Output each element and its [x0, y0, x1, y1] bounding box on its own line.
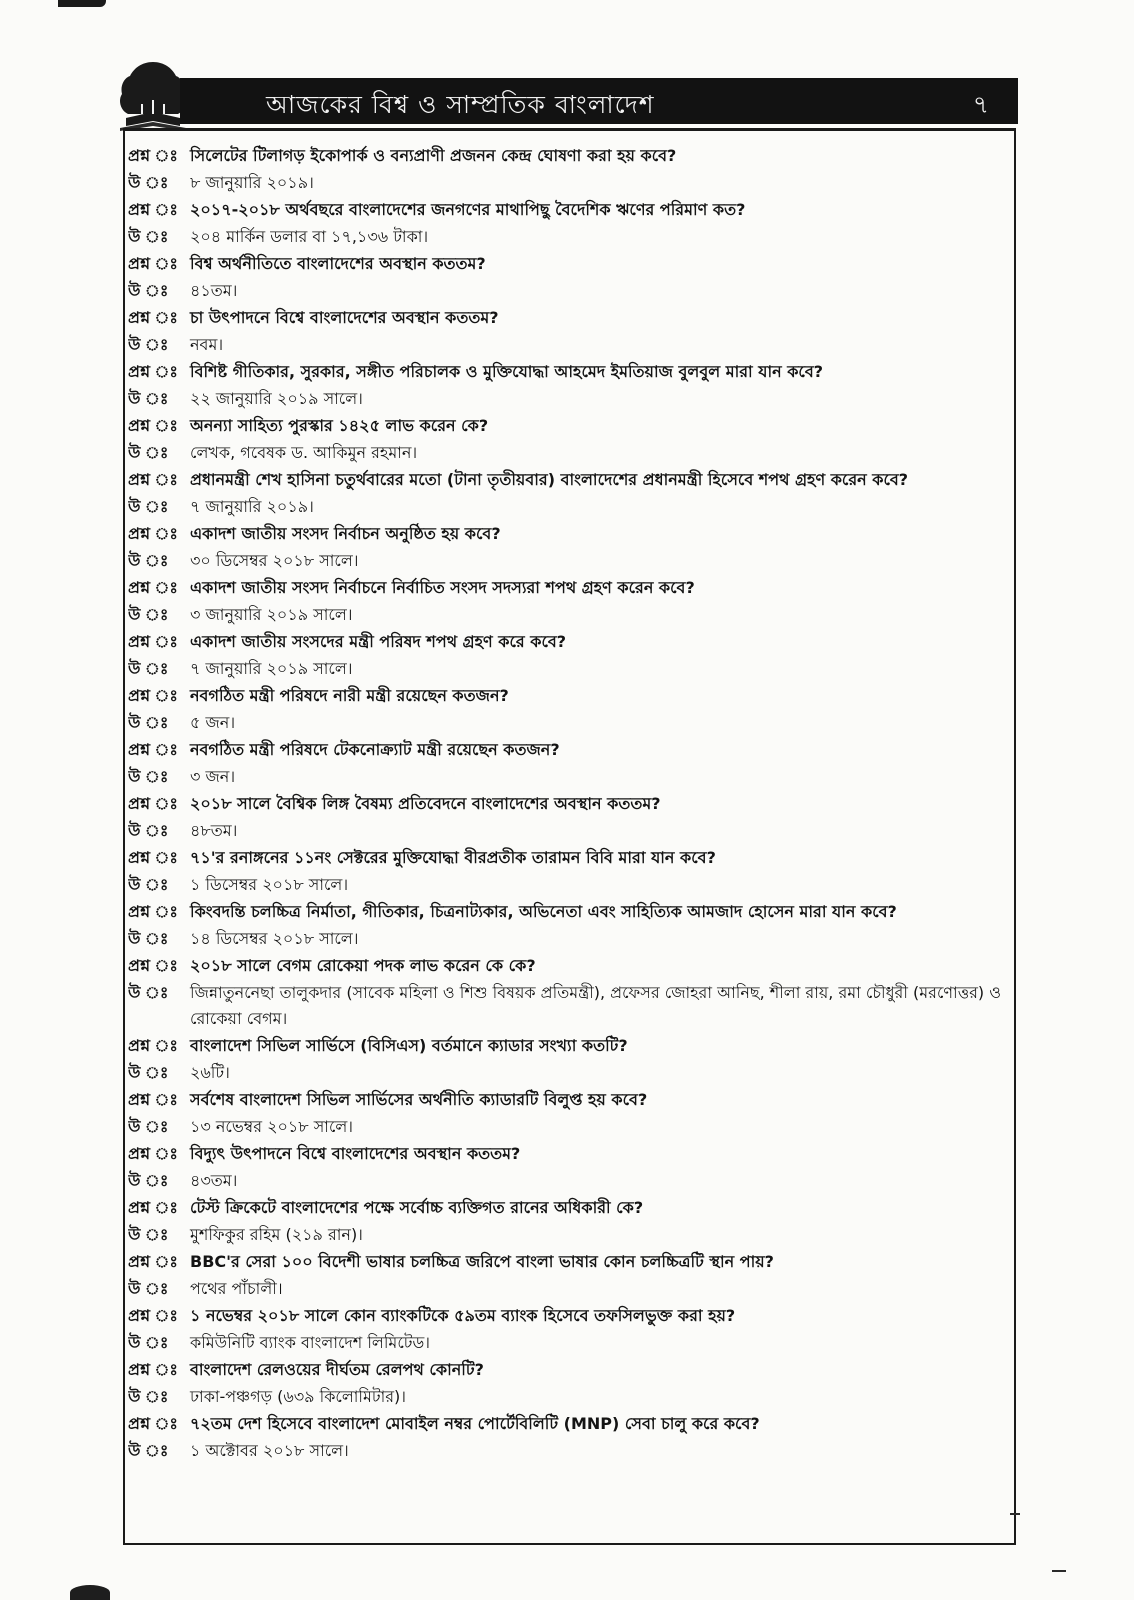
answer-row [128, 548, 1006, 574]
answer-text: ১৪ ডিসেম্বর ২০১৮ সালে। [190, 929, 359, 948]
question-row [128, 521, 1006, 547]
answer-row [128, 494, 1006, 520]
answer-row [128, 1168, 1006, 1194]
question-marker: প্রশ্ন ঃ [128, 740, 178, 759]
question-text: ২০১৭-২০১৮ অর্থবছরে বাংলাদেশের জনগণের মাথাপিছু বৈদেশিক ঋণের পরিমাণ কত? [190, 200, 746, 219]
answer-marker: উ ঃ [128, 821, 169, 840]
question-text: সর্বশেষ বাংলাদেশ সিভিল সার্ভিসের অর্থনীতি ক্যাডারটি বিলুপ্ত হয় কবে? [190, 1090, 648, 1109]
answer-row [128, 710, 1006, 736]
answer-text: ৭ জানুয়ারি ২০১৯ সালে। [190, 659, 353, 678]
answer-marker: উ ঃ [128, 1441, 169, 1460]
answer-marker: উ ঃ [128, 1225, 169, 1244]
question-row [128, 899, 1006, 925]
question-marker: প্রশ্ন ঃ [128, 956, 178, 975]
answer-text: ৩০ ডিসেম্বর ২০১৮ সালে। [190, 551, 359, 570]
answer-marker: উ ঃ [128, 1117, 169, 1136]
answer-row [128, 1330, 1006, 1356]
running-header [180, 78, 1018, 124]
question-text: ২০১৮ সালে বেগম রোকেয়া পদক লাভ করেন কে কে? [190, 956, 536, 975]
question-marker: প্রশ্ন ঃ [128, 308, 178, 327]
answer-row [128, 980, 1006, 1032]
question-row [128, 737, 1006, 763]
answer-row [128, 872, 1006, 898]
question-text: BBC'র সেরা ১০০ বিদেশী ভাষার চলচ্চিত্র জরিপে বাংলা ভাষার কোন চলচ্চিত্রটি স্থান পায়? [190, 1252, 774, 1271]
question-marker: প্রশ্ন ঃ [128, 146, 178, 165]
question-marker: প্রশ্ন ঃ [128, 794, 178, 813]
question-row [128, 1303, 1006, 1329]
answer-text: ১ অক্টোবর ২০১৮ সালে। [190, 1441, 349, 1460]
question-text: ১ নভেম্বর ২০১৮ সালে কোন ব্যাংকটিকে ৫৯তম ব্যাংক হিসেবে তফসিলভুক্ত করা হয়? [190, 1306, 736, 1325]
answer-row [128, 224, 1006, 250]
answer-marker: উ ঃ [128, 1333, 169, 1352]
question-row [128, 845, 1006, 871]
question-marker: প্রশ্ন ঃ [128, 1414, 178, 1433]
answer-text: ৫ জন। [190, 713, 236, 732]
question-text: নবগঠিত মন্ত্রী পরিষদে টেকনোক্র্যাট মন্ত্রী রয়েছেন কতজন? [190, 740, 560, 759]
answer-row [128, 1114, 1006, 1140]
question-marker: প্রশ্ন ঃ [128, 902, 178, 921]
answer-text: ৪৩তম। [190, 1171, 238, 1190]
answer-marker: উ ঃ [128, 1171, 169, 1190]
qa-list [128, 143, 1006, 1464]
answer-marker: উ ঃ [128, 983, 169, 1002]
answer-marker: উ ঃ [128, 1387, 169, 1406]
answer-marker: উ ঃ [128, 1279, 169, 1298]
scan-artifact-top [58, 0, 106, 7]
page-number: ৭ [972, 90, 990, 119]
question-marker: প্রশ্ন ঃ [128, 524, 178, 543]
question-row [128, 953, 1006, 979]
answer-row [128, 170, 1006, 196]
answer-marker: উ ঃ [128, 551, 169, 570]
question-row [128, 1195, 1006, 1221]
question-text: কিংবদন্তি চলচ্চিত্র নির্মাতা, গীতিকার, চিত্রনাট্যকার, অভিনেতা এবং সাহিত্যিক আমজাদ হোসেন মারা যান কবে? [190, 902, 897, 921]
answer-row [128, 1222, 1006, 1248]
question-marker: প্রশ্ন ঃ [128, 632, 178, 651]
answer-row [128, 440, 1006, 466]
question-marker: প্রশ্ন ঃ [128, 1198, 178, 1217]
question-marker: প্রশ্ন ঃ [128, 1306, 178, 1325]
question-text: বাংলাদেশ সিভিল সার্ভিসে (বিসিএস) বর্তমানে ক্যাডার সংখ্যা কতটি? [190, 1036, 628, 1055]
answer-row [128, 1276, 1006, 1302]
answer-text: ৭ জানুয়ারি ২০১৯। [190, 497, 314, 516]
question-text: বিশিষ্ট গীতিকার, সুরকার, সঙ্গীত পরিচালক ও মুক্তিযোদ্ধা আহমেদ ইমতিয়াজ বুলবুল মারা যান কবে? [190, 362, 824, 381]
answer-marker: উ ঃ [128, 767, 169, 786]
answer-row [128, 332, 1006, 358]
question-row [128, 197, 1006, 223]
answer-row [128, 656, 1006, 682]
question-row [128, 791, 1006, 817]
question-marker: প্রশ্ন ঃ [128, 362, 178, 381]
answer-text: ২২ জানুয়ারি ২০১৯ সালে। [190, 389, 363, 408]
answer-text: জিন্নাতুননেছা তালুকদার (সাবেক মহিলা ও শিশু বিষয়ক প্রতিমন্ত্রী), প্রফেসর জোহরা আনিছ, শীলা রায়, রমা চৌধুরী (মরণোত্তর) ও রোকেয়া বেগম। [190, 983, 1002, 1028]
question-row [128, 251, 1006, 277]
question-row [128, 683, 1006, 709]
question-row [128, 143, 1006, 169]
answer-row [128, 764, 1006, 790]
question-marker: প্রশ্ন ঃ [128, 1144, 178, 1163]
question-text: ২০১৮ সালে বৈশ্বিক লিঙ্গ বৈষম্য প্রতিবেদনে বাংলাদেশের অবস্থান কততম? [190, 794, 661, 813]
question-marker: প্রশ্ন ঃ [128, 1360, 178, 1379]
answer-marker: উ ঃ [128, 443, 169, 462]
answer-text: ২৬টি। [190, 1063, 230, 1082]
question-marker: প্রশ্ন ঃ [128, 1036, 178, 1055]
question-row [128, 1357, 1006, 1383]
answer-row [128, 818, 1006, 844]
question-text: টেস্ট ক্রিকেটে বাংলাদেশের পক্ষে সর্বোচ্চ ব্যক্তিগত রানের অধিকারী কে? [190, 1198, 644, 1217]
question-marker: প্রশ্ন ঃ [128, 200, 178, 219]
question-row [128, 629, 1006, 655]
answer-marker: উ ঃ [128, 389, 169, 408]
question-marker: প্রশ্ন ঃ [128, 686, 178, 705]
answer-row [128, 926, 1006, 952]
answer-marker: উ ঃ [128, 281, 169, 300]
question-text: চা উৎপাদনে বিশ্বে বাংলাদেশের অবস্থান কততম? [190, 308, 499, 327]
answer-text: ৪৮তম। [190, 821, 238, 840]
question-marker: প্রশ্ন ঃ [128, 1252, 178, 1271]
question-row [128, 1411, 1006, 1437]
question-text: বাংলাদেশ রেলওয়ের দীর্ঘতম রেলপথ কোনটি? [190, 1360, 484, 1379]
question-marker: প্রশ্ন ঃ [128, 470, 178, 489]
question-marker: প্রশ্ন ঃ [128, 416, 178, 435]
answer-text: নবম। [190, 335, 224, 354]
answer-row [128, 386, 1006, 412]
answer-row [128, 1384, 1006, 1410]
scan-artifact-tick [1052, 1570, 1066, 1572]
question-text: সিলেটের টিলাগড় ইকোপার্ক ও বন্যপ্রাণী প্রজনন কেন্দ্র ঘোষণা করা হয় কবে? [190, 146, 677, 165]
question-text: প্রধানমন্ত্রী শেখ হাসিনা চতুর্থবারের মতো (টানা তৃতীয়বার) বাংলাদেশের প্রধানমন্ত্রী হিসেবে শপথ গ্রহণ করেন কবে? [190, 470, 909, 489]
answer-text: পথের পাঁচালী। [190, 1279, 283, 1298]
question-marker: প্রশ্ন ঃ [128, 254, 178, 273]
answer-row [128, 1438, 1006, 1464]
question-marker: প্রশ্ন ঃ [128, 848, 178, 867]
answer-text: ৪১তম। [190, 281, 238, 300]
question-text: একাদশ জাতীয় সংসদ নির্বাচন অনুষ্ঠিত হয় কবে? [190, 524, 501, 543]
answer-text: ৮ জানুয়ারি ২০১৯। [190, 173, 314, 192]
answer-marker: উ ঃ [128, 335, 169, 354]
answer-text: কমিউনিটি ব্যাংক বাংলাদেশ লিমিটেড। [190, 1333, 430, 1352]
question-marker: প্রশ্ন ঃ [128, 578, 178, 597]
answer-text: লেখক, গবেষক ড. আকিমুন রহমান। [190, 443, 418, 462]
answer-text: ৩ জন। [190, 767, 236, 786]
answer-text: ১ ডিসেম্বর ২০১৮ সালে। [190, 875, 349, 894]
answer-text: ঢাকা-পঞ্চগড় (৬৩৯ কিলোমিটার)। [190, 1387, 406, 1406]
question-row [128, 305, 1006, 331]
question-row [128, 1249, 1006, 1275]
answer-row [128, 1060, 1006, 1086]
answer-text: ১৩ নভেম্বর ২০১৮ সালে। [190, 1117, 354, 1136]
question-row [128, 1087, 1006, 1113]
answer-row [128, 278, 1006, 304]
answer-text: মুশফিকুর রহিম (২১৯ রান)। [190, 1225, 363, 1244]
answer-marker: উ ঃ [128, 929, 169, 948]
question-text: ৭১'র রনাঙ্গনের ১১নং সেক্টরের মুক্তিযোদ্ধা বীরপ্রতীক তারামন বিবি মারা যান কবে? [190, 848, 716, 867]
answer-marker: উ ঃ [128, 227, 169, 246]
answer-text: ২০৪ মার্কিন ডলার বা ১৭,১৩৬ টাকা। [190, 227, 429, 246]
question-text: একাদশ জাতীয় সংসদ নির্বাচনে নির্বাচিত সংসদ সদস্যরা শপথ গ্রহণ করেন কবে? [190, 578, 695, 597]
answer-marker: উ ঃ [128, 173, 169, 192]
question-text: বিদ্যুৎ উৎপাদনে বিশ্বে বাংলাদেশের অবস্থান কততম? [190, 1144, 521, 1163]
answer-marker: উ ঃ [128, 605, 169, 624]
question-text: একাদশ জাতীয় সংসদের মন্ত্রী পরিষদ শপথ গ্রহণ করে কবে? [190, 632, 567, 651]
question-text: নবগঠিত মন্ত্রী পরিষদে নারী মন্ত্রী রয়েছেন কতজন? [190, 686, 509, 705]
question-row [128, 1033, 1006, 1059]
scan-artifact-bottom [70, 1585, 110, 1600]
question-marker: প্রশ্ন ঃ [128, 1090, 178, 1109]
scan-artifact-tick [1010, 1513, 1020, 1515]
header-title: আজকের বিশ্ব ও সাম্প্রতিক বাংলাদেশ [266, 90, 655, 119]
question-text: ৭২তম দেশ হিসেবে বাংলাদেশ মোবাইল নম্বর পোর্টেবিলিটি (MNP) সেবা চালু করে কবে? [190, 1414, 760, 1433]
answer-marker: উ ঃ [128, 497, 169, 516]
answer-row [128, 602, 1006, 628]
answer-marker: উ ঃ [128, 659, 169, 678]
answer-marker: উ ঃ [128, 875, 169, 894]
answer-marker: উ ঃ [128, 713, 169, 732]
question-text: অনন্যা সাহিত্য পুরস্কার ১৪২৫ লাভ করেন কে? [190, 416, 489, 435]
answer-text: ৩ জানুয়ারি ২০১৯ সালে। [190, 605, 353, 624]
question-row [128, 575, 1006, 601]
question-row [128, 359, 1006, 385]
answer-marker: উ ঃ [128, 1063, 169, 1082]
question-text: বিশ্ব অর্থনীতিতে বাংলাদেশের অবস্থান কততম? [190, 254, 486, 273]
question-row [128, 413, 1006, 439]
question-row [128, 467, 1006, 493]
question-row [128, 1141, 1006, 1167]
